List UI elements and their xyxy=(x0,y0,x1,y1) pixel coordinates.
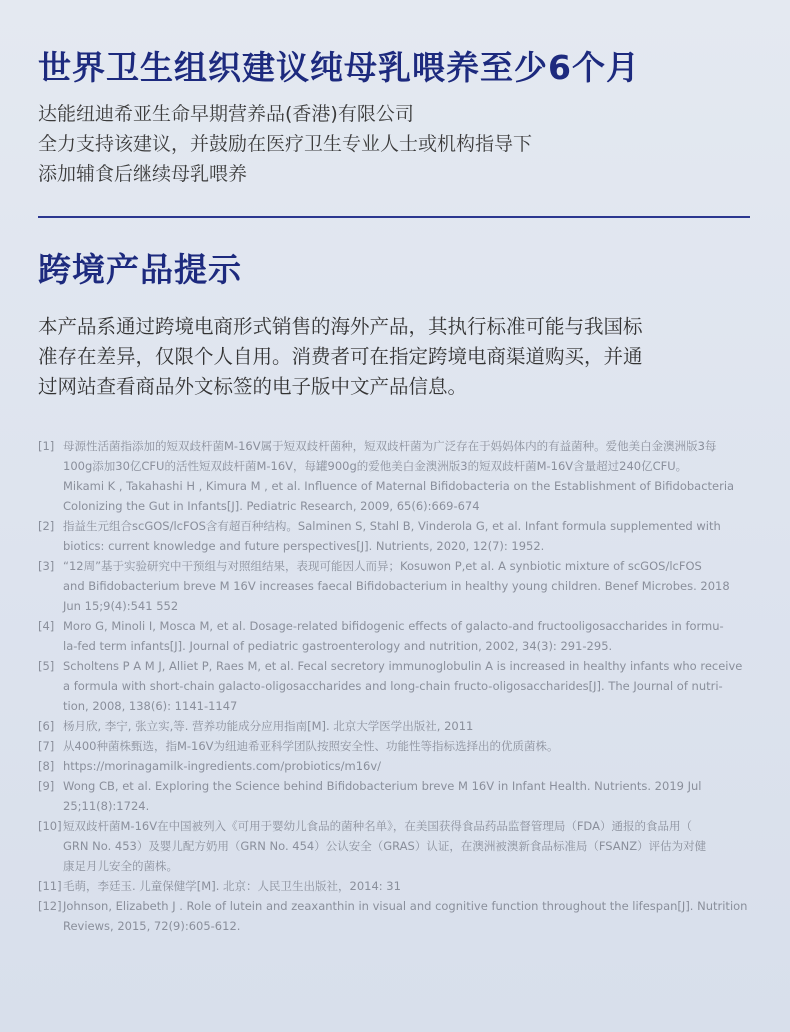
reference-text-line: 25;11(8):1724. xyxy=(63,799,150,813)
reference-number: [8] xyxy=(38,759,55,773)
reference-text-line: 杨月欣, 李宁, 张立实,等. 营养功能成分应用指南[M]. 北京大学医学出版社, 2011 xyxy=(63,719,474,733)
reference-text-line: Jun 15;9(4):541 552 xyxy=(63,599,179,613)
reference-number: [9] xyxy=(38,779,55,793)
reference-text-line: la-fed term infants[J]. Journal of pediatric gastroenterology and nutrition, 2002, 34(3): 291-295. xyxy=(63,639,613,653)
headline: 世界卫生组织建议纯母乳喂养至少6个月 xyxy=(38,48,640,87)
reference-number: [7] xyxy=(38,739,55,753)
section-title: 跨境产品提示 xyxy=(38,250,242,289)
reference-text-line: GRN No. 453）及婴儿配方奶用（GRN No. 454）公认安全（GRAS）认证，在澳洲被澳新食品标准局（FSANZ）评估为对健 xyxy=(63,839,707,853)
reference-item xyxy=(38,736,750,756)
reference-text-line: 短双歧杆菌M-16V在中国被列入《可用于婴幼儿食品的菌种名单》，在美国获得食品药品监督管理局（FDA）通报的食品用（ xyxy=(63,819,692,833)
reference-text-line: Wong CB, et al. Exploring the Science behind Bifidobacterium breve M 16V in Infant Health. Nutrients. 2019 Jul xyxy=(63,779,702,793)
reference-item xyxy=(38,616,750,656)
notice-line-2: 准存在差异，仅限个人自用。消费者可在指定跨境电商渠道购买，并通 xyxy=(38,345,643,368)
reference-number: [3] xyxy=(38,559,55,573)
reference-number: [4] xyxy=(38,619,55,633)
reference-text-line: 从400种菌株甄选，指M-16V为纽迪希亚科学团队按照安全性、功能性等指标选择出的优质菌株。 xyxy=(63,739,559,753)
reference-text-line: tion, 2008, 138(6): 1141-1147 xyxy=(63,699,238,713)
reference-item xyxy=(38,716,750,736)
reference-item xyxy=(38,896,750,936)
reference-text-line: a formula with short-chain galacto-oligosaccharides and long-chain fructo-oligosaccharides[J]. The Journal of nutri- xyxy=(63,679,723,693)
reference-text-line: “12周”基于实验研究中干预组与对照组结果，表现可能因人而异；Kosuwon P,et al. A synbiotic mixture of scGOS/lcFOS xyxy=(63,559,702,573)
reference-text-line: 指益生元组合scGOS/lcFOS含有超百种结构。Salminen S, Stahl B, Vinderola G, et al. Infant formula supplemented with xyxy=(63,519,721,533)
reference-text-line: biotics: current knowledge and future perspectives[J]. Nutrients, 2020, 12(7): 1952. xyxy=(63,539,545,553)
notice-line-1: 本产品系通过跨境电商形式销售的海外产品，其执行标准可能与我国标 xyxy=(38,315,643,338)
notice-line-3: 过网站查看商品外文标签的电子版中文产品信息。 xyxy=(38,375,468,398)
reference-item xyxy=(38,756,750,776)
reference-text-line: Reviews, 2015, 72(9):605-612. xyxy=(63,919,241,933)
reference-number: [2] xyxy=(38,519,55,533)
reference-text-line: Scholtens P A M J, Alliet P, Raes M, et al. Fecal secretory immunoglobulin A is increased in healthy infants who receive xyxy=(63,659,743,673)
reference-number: [1] xyxy=(38,439,55,453)
reference-item xyxy=(38,876,750,896)
reference-text-line: and Bifidobacterium breve M 16V increases faecal Bifidobacterium in healthy young children. Benef Microbes. 2018 xyxy=(63,579,730,593)
reference-number: [5] xyxy=(38,659,55,673)
subtitle-line-2: 全力支持该建议，并鼓励在医疗卫生专业人士或机构指导下 xyxy=(38,133,533,155)
section-divider xyxy=(38,216,750,218)
reference-item xyxy=(38,516,750,556)
reference-text-line: Mikami K , Takahashi H , Kimura M , et al. Influence of Maternal Bifidobacteria on the Establishment of Bifidobacteria xyxy=(63,479,735,493)
reference-item xyxy=(38,436,750,516)
reference-item xyxy=(38,816,750,876)
reference-text-line: Johnson, Elizabeth J . Role of lutein and zeaxanthin in visual and cognitive function throughout the lifespan[J]. Nutrition xyxy=(63,899,748,913)
reference-list xyxy=(38,436,750,936)
reference-text-line: 母源性活菌指添加的短双歧杆菌M-16V属于短双歧杆菌种，短双歧杆菌为广泛存在于妈妈体内的有益菌种。爱他美白金澳洲版3每 xyxy=(63,439,717,453)
reference-item xyxy=(38,556,750,616)
reference-text-line: 康足月儿安全的菌株。 xyxy=(63,859,178,873)
reference-item xyxy=(38,656,750,716)
reference-text-line: 毛萌，李廷玉. 儿童保健学[M]. 北京：人民卫生出版社，2014: 31 xyxy=(63,879,401,893)
reference-number: [6] xyxy=(38,719,55,733)
subtitle-line-1: 达能纽迪希亚生命早期营养品(香港)有限公司 xyxy=(38,103,414,125)
reference-number: [12] xyxy=(38,899,62,913)
reference-text-line: Moro G, Minoli I, Mosca M, et al. Dosage-related bifidogenic effects of galacto-and fructooligosaccharides in formu- xyxy=(63,619,724,633)
reference-number: [11] xyxy=(38,879,62,893)
reference-text-line[interactable]: https://morinagamilk-ingredients.com/probiotics/m16v/ xyxy=(63,759,382,773)
reference-text-line: 100g添加30亿CFU的活性短双歧杆菌M-16V，每罐900g的爱他美白金澳洲版3的短双歧杆菌M-16V含量超过240亿CFU。 xyxy=(63,459,688,473)
reference-text-line: Colonizing the Gut in Infants[J]. Pediatric Research, 2009, 65(6):669-674 xyxy=(63,499,480,513)
reference-item xyxy=(38,776,750,816)
reference-number: [10] xyxy=(38,819,62,833)
subtitle-line-3: 添加辅食后继续母乳喂养 xyxy=(38,163,248,185)
